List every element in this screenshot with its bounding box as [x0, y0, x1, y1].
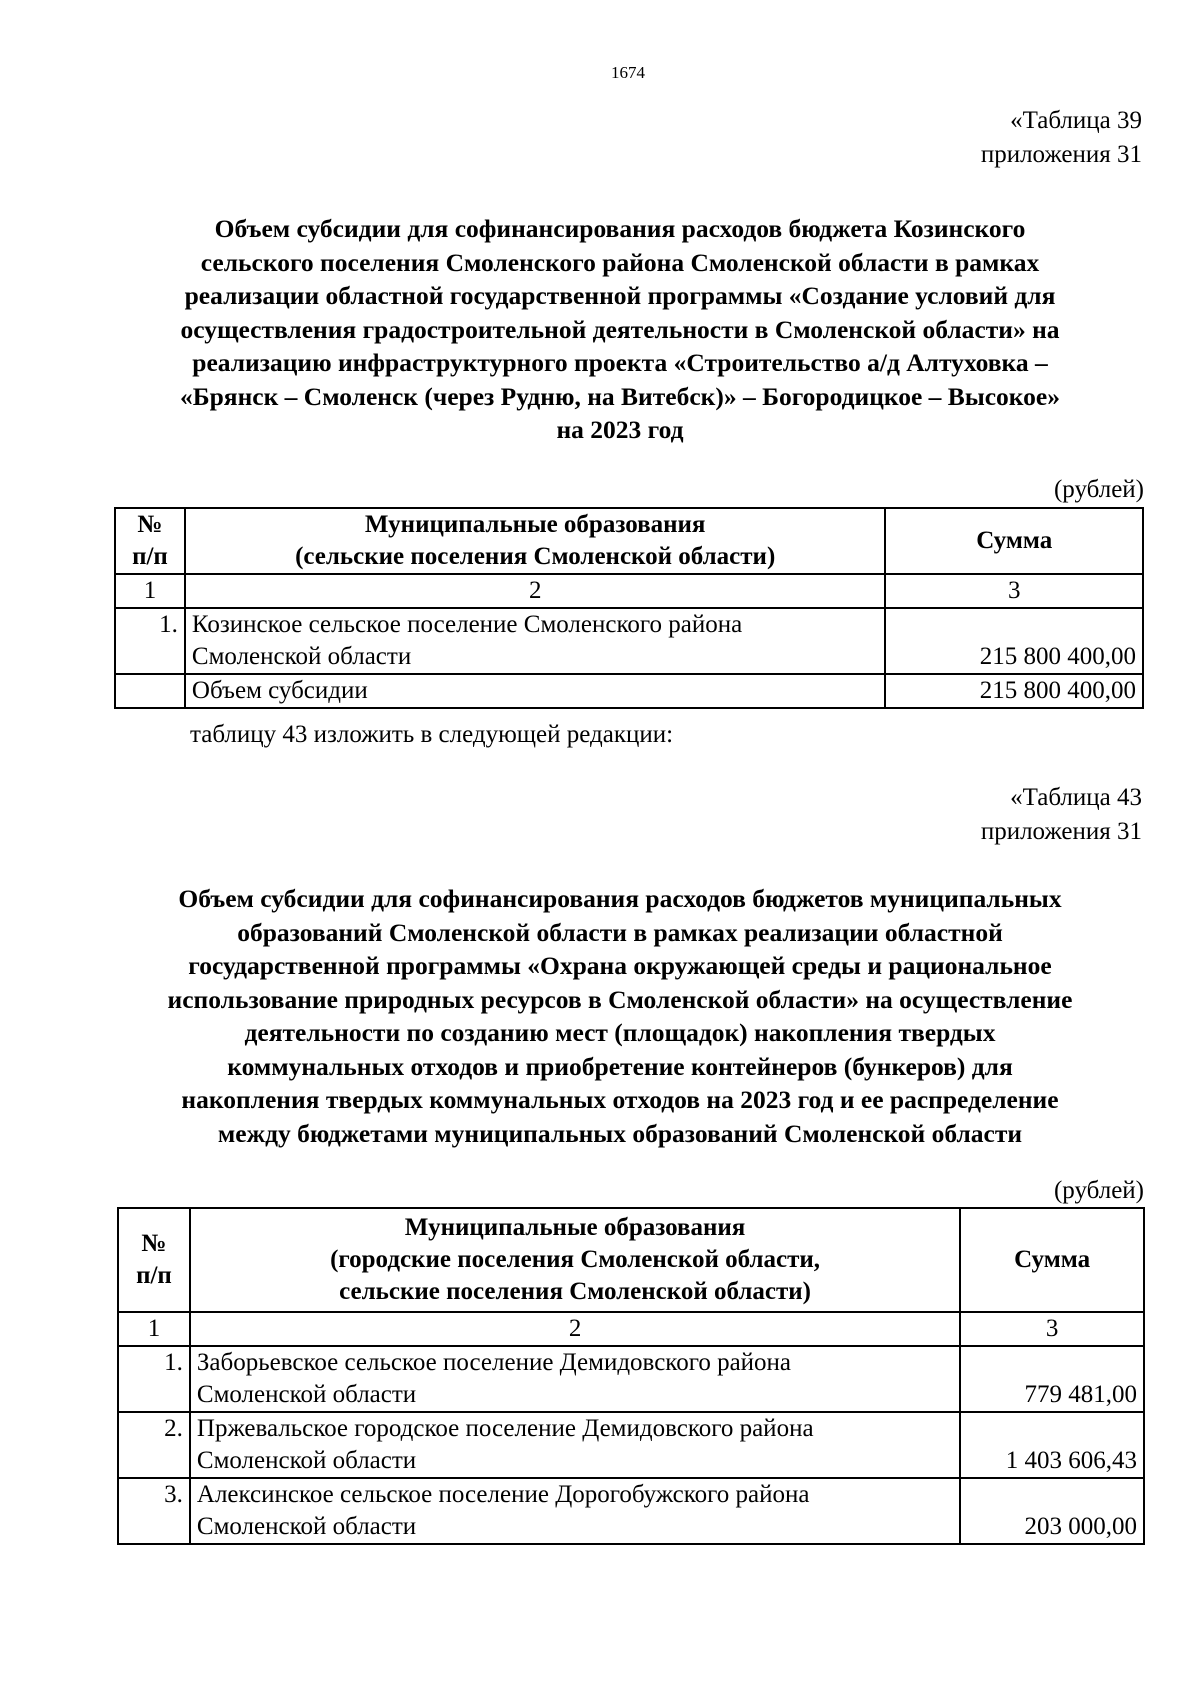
- table39: [114, 507, 1144, 709]
- index-cell: 2: [185, 574, 886, 608]
- row-name: [185, 608, 886, 674]
- table-row: [118, 1346, 1144, 1412]
- index-cell: 1: [118, 1312, 190, 1346]
- title-line: на 2023 год: [556, 415, 684, 444]
- header-name-line2: (сельские поселения Смоленской области): [295, 543, 776, 570]
- table-header-row: [115, 508, 1143, 574]
- title-line: между бюджетами муниципальных образований Смоленской области: [217, 1118, 1023, 1148]
- table-index-row: [118, 1312, 1144, 1346]
- header-num-line1: №: [141, 1230, 167, 1257]
- title-line: реализацию инфраструктурного проекта «Строительство а/д Алтуховка –: [192, 348, 1048, 377]
- table39-unit: (рублей): [1053, 476, 1144, 503]
- title-line: накопления твердых коммунальных отходов на 2023 год и ее распределение: [181, 1085, 1059, 1114]
- table43-title: [120, 882, 1120, 1150]
- row-num: 3.: [118, 1478, 190, 1544]
- header-num-line2: п/п: [136, 1262, 172, 1289]
- row-sum: 215 800 400,00: [885, 608, 1143, 674]
- row-name: [190, 1412, 960, 1478]
- row-sum: 1 403 606,43: [960, 1412, 1144, 1478]
- row-num: 1.: [118, 1346, 190, 1412]
- header-num-line1: №: [137, 511, 163, 538]
- title-line: использование природных ресурсов в Смоленской области» на осуществление: [167, 984, 1073, 1014]
- index-cell: 3: [885, 574, 1143, 608]
- index-cell: 2: [190, 1312, 960, 1346]
- page-number: 1674: [611, 63, 645, 82]
- title-line: Объем субсидии для софинансирования расходов бюджета Козинского: [214, 214, 1026, 243]
- table-total-row: [115, 674, 1143, 708]
- table43-ref-line2: приложения 31: [980, 818, 1142, 845]
- title-line: образований Смоленской области в рамках реализации областной: [237, 917, 1003, 947]
- table39-ref-line1: «Таблица 39: [1010, 107, 1142, 134]
- table-index-row: [115, 574, 1143, 608]
- header-sum: Сумма: [960, 1208, 1144, 1312]
- header-sum: Сумма: [885, 508, 1143, 574]
- row-name-line2: Смоленской области: [196, 1513, 417, 1540]
- header-num: [118, 1208, 190, 1312]
- title-line: государственной программы «Охрана окружающей среды и рациональное: [188, 951, 1052, 980]
- index-cell: 1: [115, 574, 185, 608]
- header-num: [115, 508, 185, 574]
- table39-reference: [981, 104, 1142, 172]
- table-row: [115, 608, 1143, 674]
- row-name-line2: Смоленской области: [196, 1381, 417, 1408]
- total-sum: 215 800 400,00: [885, 674, 1143, 708]
- title-line: осуществления градостроительной деятельности в Смоленской области» на: [180, 314, 1060, 344]
- table43-reference: [981, 781, 1142, 849]
- header-name-line1: Муниципальные образования: [364, 511, 706, 538]
- table43-ref-line1: «Таблица 43: [1010, 784, 1142, 811]
- total-label: Объем субсидии: [185, 674, 886, 708]
- header-num-line2: п/п: [132, 543, 168, 570]
- table43: [117, 1207, 1145, 1545]
- header-name: [190, 1208, 960, 1312]
- header-name-line3: сельские поселения Смоленской области): [339, 1278, 812, 1305]
- row-sum: 203 000,00: [960, 1478, 1144, 1544]
- title-line: сельского поселения Смоленского района Смоленской области в рамках: [200, 247, 1040, 277]
- header-name: [185, 508, 886, 574]
- title-line: деятельности по созданию мест (площадок) накопления твердых: [244, 1018, 996, 1047]
- row-num: 1.: [115, 608, 185, 674]
- table39-ref-line2: приложения 31: [980, 141, 1142, 168]
- title-line: Объем субсидии для софинансирования расходов бюджетов муниципальных: [178, 884, 1062, 913]
- instruction-text: таблицу 43 изложить в следующей редакции:: [190, 721, 674, 748]
- row-num: 2.: [118, 1412, 190, 1478]
- row-sum: 779 481,00: [960, 1346, 1144, 1412]
- row-name-line1: Заборьевское сельское поселение Демидовского района: [196, 1349, 792, 1376]
- table39-title: [120, 212, 1120, 447]
- index-cell: 3: [960, 1312, 1144, 1346]
- row-name: [190, 1478, 960, 1544]
- row-name-line2: Смоленской области: [196, 1447, 417, 1474]
- title-line: «Брянск – Смоленск (через Рудню, на Витебск)» – Богородицкое – Высокое»: [180, 381, 1060, 411]
- row-name-line2: Смоленской области: [191, 643, 412, 670]
- total-num: [115, 674, 185, 708]
- table43-unit: (рублей): [1053, 1177, 1144, 1204]
- row-name-line1: Пржевальское городское поселение Демидовского района: [196, 1415, 814, 1442]
- table-header-row: [118, 1208, 1144, 1312]
- row-name: [190, 1346, 960, 1412]
- header-name-line2: (городские поселения Смоленской области,: [330, 1246, 821, 1273]
- row-name-line1: Алексинское сельское поселение Дорогобужского района: [196, 1481, 810, 1508]
- title-line: коммунальных отходов и приобретение контейнеров (бункеров) для: [227, 1051, 1013, 1081]
- table-row: [118, 1478, 1144, 1544]
- header-name-line1: Муниципальные образования: [404, 1214, 746, 1241]
- row-name-line1: Козинское сельское поселение Смоленского района: [191, 611, 743, 638]
- title-line: реализации областной государственной программы «Создание условий для: [184, 281, 1056, 310]
- table-row: [118, 1412, 1144, 1478]
